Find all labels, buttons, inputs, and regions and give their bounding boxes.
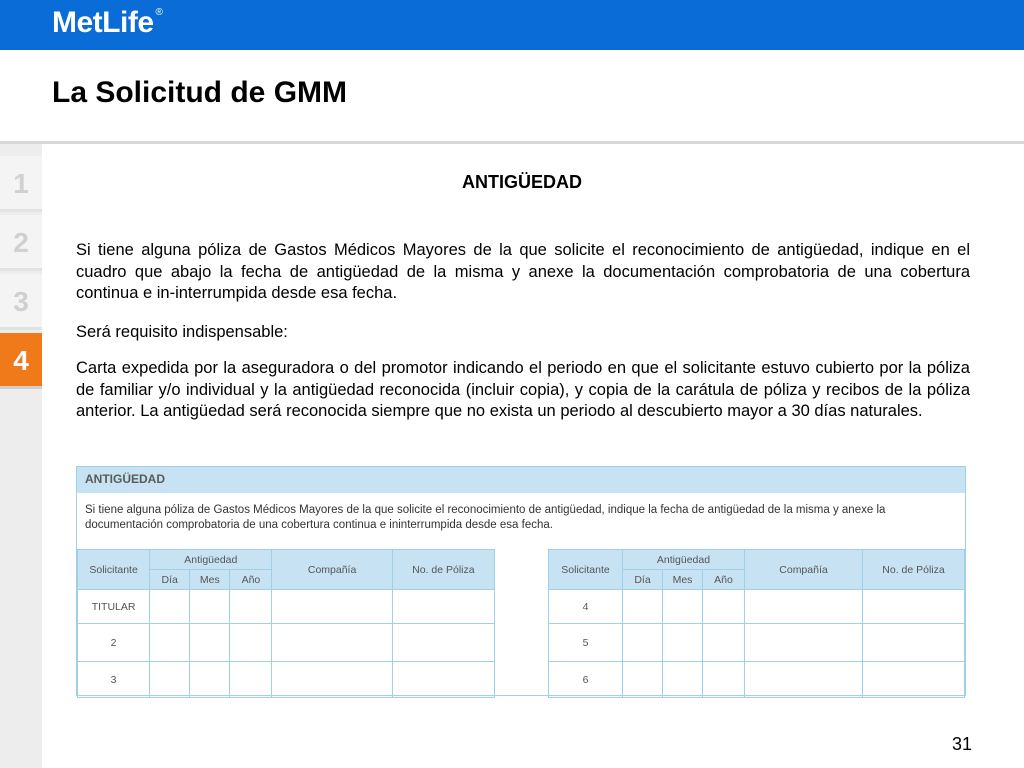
form-instructions: Si tiene alguna póliza de Gastos Médicos Mayores de la que solicite el reconocimiento de antigüedad, indique la fecha de antigüedad de la misma y anexe la documentación comprobatoria de una cobertura continua e ininterrumpida desde esa fecha. [85,504,886,531]
col-anio: Año [703,570,745,590]
antiguedad-form-image [76,466,966,696]
col-mes: Mes [663,570,703,590]
form-header-label: ANTIGÜEDAD [85,472,165,486]
section-heading: ANTIGÜEDAD [462,172,582,192]
step-4-active[interactable]: 4 [0,333,42,389]
col-dia: Día [623,570,663,590]
registered-mark: ® [155,7,163,18]
table-row [78,662,495,698]
table-row [78,590,495,624]
step-2[interactable]: 2 [0,215,42,271]
row-label: 4 [549,590,623,624]
title-divider [0,141,1024,144]
col-compania: Compañía [745,550,863,590]
form-table-right [548,549,965,698]
paragraph-letter: Carta expedida por la aseguradora o del promotor indicando el periodo en que el solicitante estuvo cubierto por la póliza de familiar y/o individual y la antigüedad reconocida (incluir copia), y copia de la carátula de póliza y recibos de la póliza anterior. La antigüedad será reconocida siempre que no exista un periodo al descubierto mayor a 30 días naturales. [76,359,970,420]
top-bar [0,0,1024,50]
row-label: 2 [78,624,150,662]
col-anio: Año [230,570,272,590]
paragraph-requirement: Será requisito indispensable: [76,323,288,341]
table-row [78,624,495,662]
row-label: 6 [549,662,623,698]
row-label: TITULAR [78,590,150,624]
step-1[interactable]: 1 [0,156,42,212]
table-row [549,590,965,624]
page-number: 31 [951,734,972,754]
table-row [549,624,965,662]
row-label: 3 [78,662,150,698]
col-solicitante: Solicitante [549,550,623,590]
step-3[interactable]: 3 [0,274,42,330]
col-solicitante: Solicitante [78,550,150,590]
col-mes: Mes [190,570,230,590]
col-antiguedad: Antigüedad [150,550,272,570]
col-poliza: No. de Póliza [863,550,965,590]
brand-name: MetLife [52,6,154,39]
metlife-logo [52,6,162,40]
form-table-left [77,549,495,698]
form-header [77,467,965,493]
row-label: 5 [549,624,623,662]
table-row [549,662,965,698]
col-dia: Día [150,570,190,590]
slide-title: La Solicitud de GMM [52,76,348,109]
step-sidebar [0,144,42,768]
col-poliza: No. de Póliza [392,550,494,590]
paragraph-intro: Si tiene alguna póliza de Gastos Médicos Mayores de la que solicite el reconocimiento de antigüedad, indique en el cuadro que abajo la fecha de antigüedad de la misma y anexe la documentación comprobatoria de una cobertura continua e in-interrumpida desde esa fecha. [76,241,970,302]
col-compania: Compañía [272,550,392,590]
col-antiguedad: Antigüedad [623,550,745,570]
